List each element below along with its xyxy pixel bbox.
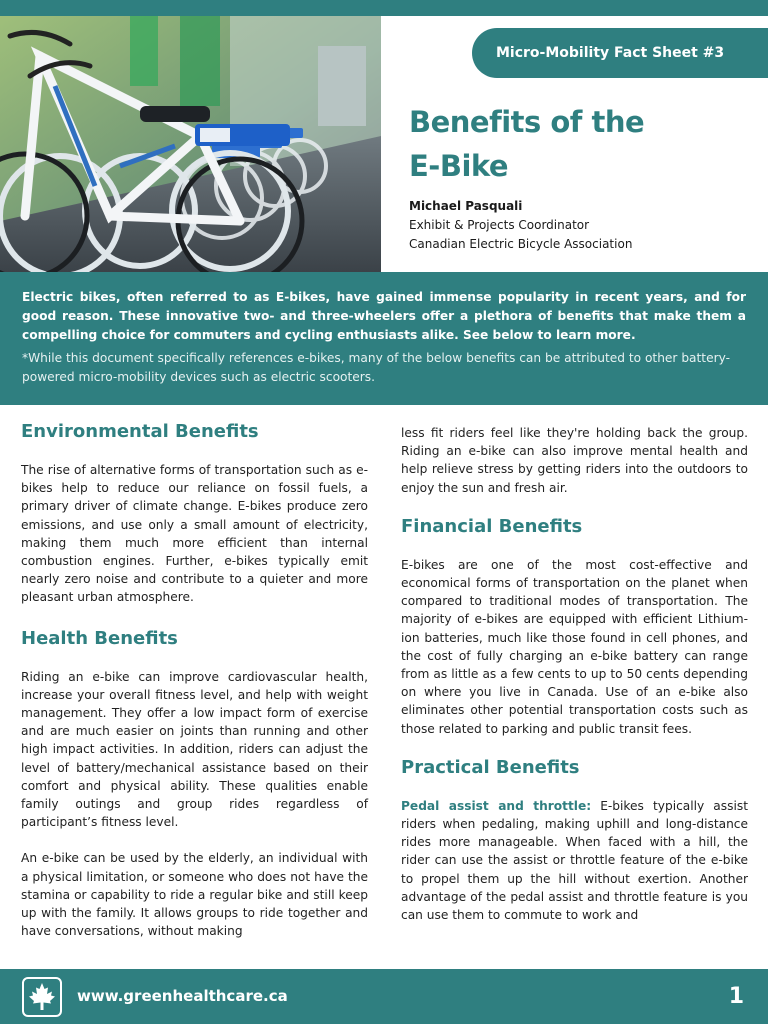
header-panel (381, 16, 768, 272)
practical-heading: Practical Benefits (401, 756, 580, 778)
bike-rack-illustration (0, 16, 381, 272)
top-accent-strip (0, 0, 768, 16)
financial-heading: Financial Benefits (401, 515, 583, 537)
right-column (401, 424, 748, 924)
author-role: Exhibit & Projects Coordinator (409, 218, 590, 232)
page-number: 1 (728, 984, 744, 1009)
pedal-assist-label: Pedal assist and throttle: (401, 798, 592, 813)
health-heading: Health Benefits (21, 627, 178, 649)
series-badge: Micro-Mobility Fact Sheet #3 (472, 28, 768, 78)
footer-website-link[interactable]: www.greenhealthcare.ca (77, 987, 288, 1005)
intro-band (0, 272, 768, 405)
maple-leaf-icon (22, 977, 62, 1017)
author-name: Michael Pasquali (409, 199, 523, 213)
hero-bike-photo (0, 16, 381, 272)
author-organization: Canadian Electric Bicycle Association (409, 237, 633, 251)
author-block (409, 197, 749, 254)
health-body-1: Riding an e-bike can improve cardiovascular health, increase your overall fitness level, and help with weight management. They offer a low impact form of exercise and are much easier on joints than running and other high impact activities. In addition, riders can adjust the level of battery/mechanical assistance based on their comfort and physical ability. These qualities enable family outings and group rides regardless of participant’s fitness level. (21, 669, 368, 830)
practical-body (401, 797, 748, 924)
environmental-body: The rise of alternative forms of transportation such as e-bikes help to reduce our reliance on fossil fuels, a primary driver of climate change. E-bikes produce zero emissions, and use only a small amount of electricity, making them much more efficient than internal combustion engines. Further, e-bikes typically emit nearly zero noise and contribute to a quieter and more pleasant urban atmosphere. (21, 463, 368, 605)
health-body-continued: less fit riders feel like they're holding back the group. Riding an e-bike can also improve mental health and help relieve stress by getting riders into the outdoors to enjoy the sun and fresh air. (401, 426, 748, 495)
health-body-2: An e-bike can be used by the elderly, an individual with a physical limitation, or someone who does not have the stamina or capability to ride a regular bike and still keep up with the family. It allows groups to ride together and have conversations, without making (21, 851, 368, 939)
title-line-1: Benefits of the (409, 105, 645, 139)
financial-body: E-bikes are one of the most cost-effective and economical forms of transportation on the planet when compared to traditional modes of transportation. The majority of e-bikes are equipped with efficient Lithium-ion batteries, much like those found in cell phones, and the cost of fully charging an e-bike battery can range from as little as a few cents to up to 50 cents depending on where you live in Canada. Use of an e-bike also eliminates other potential transportation costs such as those related to parking and public transit fees. (401, 557, 748, 736)
page-title (409, 100, 739, 188)
practical-body-text: E-bikes typically assist riders when pedaling, making uphill and long-distance rides more manageable. When faced with a hill, the rider can use the assist or throttle feature of the e-bike to propel them up the hill without exertion. Another advantage of the pedal assist and throttle feature is you can use them to commute to work and (401, 798, 748, 923)
footer-bar (0, 969, 768, 1024)
title-line-2: E-Bike (409, 149, 509, 183)
environmental-heading: Environmental Benefits (21, 421, 259, 442)
intro-lead: Electric bikes, often referred to as E-bikes, have gained immense popularity in recent years, and for good reason. These innovative two- and three-wheelers offer a plethora of benefits that make them a compelling choice for commuters and cycling enthusiasts alike. See below to learn more. (22, 290, 746, 342)
intro-note: *While this document specifically references e-bikes, many of the below benefits can be attributed to other battery-powered micro-mobility devices such as electric scooters. (22, 351, 730, 384)
left-column (21, 420, 368, 940)
